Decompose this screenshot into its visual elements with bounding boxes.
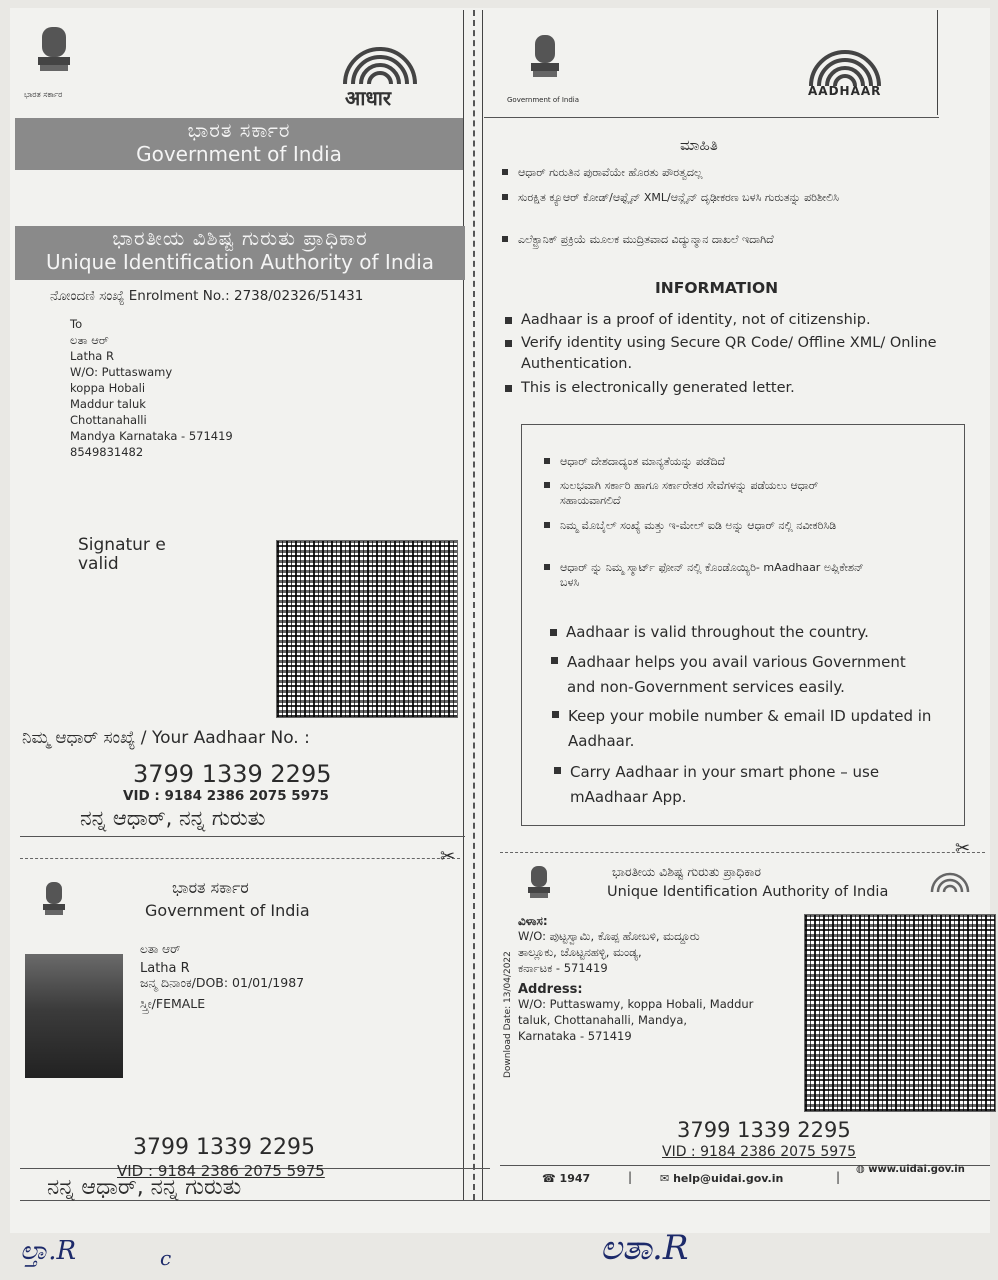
qr-code bbox=[276, 540, 458, 718]
box-kannada-item: ನಿಮ್ಮ ಮೊಬೈಲ್ ಸಂಖ್ಯೆ ಮತ್ತು ಇ-ಮೇಲ್ ಐಡಿ ಅನ್ನು ಆಧಾರ್ ನಲ್ಲಿ ನವೀಕರಿಸಿಡಿ bbox=[560, 518, 910, 533]
tagline: ನನ್ನ ಆಧಾರ್, ನನ್ನ ಗುರುತು bbox=[80, 806, 266, 830]
frame-line bbox=[20, 1200, 990, 1201]
website-text[interactable]: www.uidai.gov.in bbox=[868, 1164, 965, 1175]
info-english-item: This is electronically generated letter. bbox=[521, 378, 941, 399]
address-kannada-label: ವಿಳಾಸ: bbox=[518, 914, 548, 928]
holder-photo bbox=[25, 954, 123, 1078]
national-emblem-icon bbox=[30, 25, 78, 87]
scissors-icon: ✂ bbox=[440, 846, 456, 867]
holder-name: Latha R bbox=[140, 961, 190, 976]
box-english-item: Aadhaar is valid throughout the country. bbox=[566, 622, 946, 643]
fold-line bbox=[482, 10, 483, 1200]
govt-kannada: ಭಾರತ ಸರ್ಕಾರ bbox=[187, 118, 291, 142]
uidai-english: Unique Identification Authority of India bbox=[45, 250, 435, 274]
national-emblem-icon bbox=[38, 880, 70, 924]
address-line: Karnataka - 571419 bbox=[518, 1029, 632, 1043]
cut-line-horizontal bbox=[500, 852, 985, 853]
helpline-number: 1947 bbox=[559, 1172, 591, 1185]
card-vid-number: VID : 9184 2386 2075 5975 bbox=[117, 1162, 325, 1180]
address-line: Maddur taluk bbox=[70, 397, 146, 411]
phone-number: 8549831482 bbox=[70, 445, 144, 459]
box-kannada-item: ಸುಲಭವಾಗಿ ಸರ್ಕಾರಿ ಹಾಗೂ ಸರ್ಕಾರೇತರ ಸೇವೆಗಳನ್ನು ಪಡೆಯಲು ಆಧಾರ್ ಸಹಾಯವಾಗಲಿದೆ bbox=[560, 478, 860, 508]
card-uidai-english: Unique Identification Authority of India bbox=[607, 884, 889, 900]
address-line: koppa Hobali bbox=[70, 381, 146, 395]
aadhaar-logo-text: आधार bbox=[345, 86, 392, 110]
card-vid-number: VID : 9184 2386 2075 5975 bbox=[662, 1144, 856, 1160]
aadhaar-number-label: ನಿಮ್ಮ ಆಧಾರ್ ಸಂಖ್ಯೆ / Your Aadhaar No. : bbox=[22, 728, 310, 748]
fold-line bbox=[463, 10, 464, 1200]
box-kannada-item: ಆಧಾರ್ ನ್ನು ನಿಮ್ಮ ಸ್ಮಾರ್ಟ್ ಫೋನ್ ನಲ್ಲಿ ಕೊಂಡೊಯ್ಯಿರಿ- mAadhaar ಅಪ್ಲಿಕೇಶನ್ ಬಳಸಿ bbox=[560, 560, 880, 590]
card-tagline: ನನ್ನ ಆಧಾರ್, ನನ್ನ ಗುರುತು bbox=[47, 1175, 242, 1200]
aadhaar-logo-icon bbox=[335, 40, 425, 88]
aadhaar-logo-icon bbox=[928, 868, 972, 894]
emblem-caption: ಭಾರತ ಸರ್ಕಾರ bbox=[24, 90, 63, 99]
card-govt-english: Government of India bbox=[145, 901, 310, 920]
website bbox=[856, 1164, 965, 1175]
phone-icon: ☎ bbox=[542, 1172, 556, 1185]
aadhaar-number: 3799 1339 2295 bbox=[133, 760, 332, 788]
frame-line bbox=[20, 836, 465, 837]
card-aadhaar-number: 3799 1339 2295 bbox=[133, 1135, 315, 1160]
emblem-caption: Government of India bbox=[507, 96, 580, 104]
holder-name-kannada: ಲತಾ ಆರ್ bbox=[140, 942, 181, 956]
enrolment-number bbox=[50, 288, 363, 304]
separator: | bbox=[628, 1170, 633, 1184]
govt-banner bbox=[15, 118, 463, 170]
address-line: ಕರ್ನಾಟಕ - 571419 bbox=[518, 961, 608, 975]
card-govt-kannada: ಭಾರತ ಸರ್ಕಾರ bbox=[172, 878, 249, 897]
address-line: ತಾಲ್ಲೂಕು, ಚೊಟ್ಟನಹಳ್ಳಿ, ಮಂಡ್ಯ, bbox=[518, 945, 642, 959]
address-line: ಲತಾ ಆರ್ bbox=[70, 333, 109, 347]
handwritten-signature: ಲ್ತಾ.R bbox=[20, 1236, 77, 1266]
cut-line-vertical bbox=[473, 10, 475, 1200]
handwritten-mark: c bbox=[160, 1246, 172, 1270]
separator: | bbox=[836, 1170, 841, 1184]
recipient-address bbox=[70, 316, 233, 460]
card-aadhaar-number: 3799 1339 2295 bbox=[677, 1118, 851, 1142]
enrolment-label-kn: ನೋಂದಣಿ ಸಂಖ್ಯೆ bbox=[50, 288, 125, 304]
address-line: W/O: Puttaswamy, koppa Hobali, Maddur bbox=[518, 997, 754, 1011]
frame-line bbox=[937, 10, 938, 115]
card-uidai-kannada: ಭಾರತೀಯ ವಿಶಿಷ್ಟ ಗುರುತು ಪ್ರಾಧಿಕಾರ bbox=[612, 864, 762, 879]
address-line: W/O: Puttaswamy bbox=[70, 365, 173, 379]
holder-dob: ಜನ್ಮ ದಿನಾಂಕ/DOB: 01/01/1987 bbox=[140, 975, 305, 990]
address-kannada bbox=[518, 928, 700, 976]
address-english-label: Address: bbox=[518, 982, 583, 997]
info-kannada-title: ಮಾಹಿತಿ bbox=[680, 136, 718, 154]
download-date: Download Date: 13/04/2022 bbox=[503, 951, 513, 1078]
helpline bbox=[542, 1172, 590, 1185]
info-english-item: Aadhaar is a proof of identity, not of citizenship. bbox=[521, 310, 941, 331]
govt-english: Government of India bbox=[136, 142, 342, 166]
frame-line bbox=[484, 117, 939, 118]
info-kannada-item: ಸುರಕ್ಷಿತ ಕ್ಯೂಆರ್ ಕೋಡ್/ಆಫ್ಲೈನ್ XML/ಆನ್ಲೈನ್ ದೃಢೀಕರಣ ಬಳಸಿ ಗುರುತನ್ನು ಪರಿಶೀಲಿಸಿ bbox=[518, 190, 848, 205]
holder-gender: ಸ್ತ್ರೀ/FEMALE bbox=[140, 996, 206, 1011]
info-english-item: Verify identity using Secure QR Code/ Offline XML/ Online Authentication. bbox=[521, 333, 941, 375]
address-line: taluk, Chottanahalli, Mandya, bbox=[518, 1013, 688, 1027]
info-kannada-item: ಆಧಾರ್ ಗುರುತಿನ ಪುರಾವೆಯೇ ಹೊರತು ಪೌರತ್ವದಲ್ಲ bbox=[518, 165, 848, 180]
national-emblem-icon bbox=[524, 864, 554, 906]
national-emblem-icon bbox=[525, 33, 565, 89]
help-email-text[interactable]: help@uidai.gov.in bbox=[673, 1172, 784, 1185]
uidai-kannada: ಭಾರತೀಯ ವಿಶಿಷ್ಟ ಗುರುತು ಪ್ರಾಧಿಕಾರ bbox=[112, 226, 368, 250]
vid-number: VID : 9184 2386 2075 5975 bbox=[123, 788, 329, 804]
address-line: Chottanahalli bbox=[70, 413, 147, 427]
handwritten-signature: ಲತಾ.R bbox=[600, 1228, 689, 1268]
address-line: Latha R bbox=[70, 349, 114, 363]
address-line: W/O: ಪುಟ್ಟಸ್ವಾಮಿ, ಕೊಪ್ಪ ಹೋಬಳಿ, ಮದ್ದೂರು bbox=[518, 929, 700, 943]
help-email bbox=[660, 1172, 783, 1185]
box-english-item: Carry Aadhaar in your smart phone – use mAadhaar App. bbox=[570, 760, 930, 810]
info-kannada-item: ಎಲೆಕ್ಟ್ರಾನಿಕ್ ಪ್ರಕ್ರಿಯೆ ಮೂಲಕ ಮುದ್ರಿತವಾದ ವಿದ್ಯುನ್ಮಾನ ದಾಖಲೆ ಇದಾಗಿದೆ bbox=[518, 232, 858, 247]
box-english-item: Keep your mobile number & email ID updated in Aadhaar. bbox=[568, 704, 938, 754]
address-english bbox=[518, 996, 753, 1044]
aadhaar-logo-icon bbox=[803, 44, 887, 88]
aadhaar-logo-text: AADHAAR bbox=[808, 84, 882, 98]
globe-icon: ◍ bbox=[856, 1164, 865, 1175]
signature-valid: Signatur e valid bbox=[78, 535, 166, 574]
address-line: Mandya Karnataka - 571419 bbox=[70, 429, 233, 443]
scissors-icon: ✂ bbox=[955, 838, 971, 859]
cut-line-horizontal bbox=[20, 858, 460, 859]
address-line: To bbox=[70, 317, 83, 331]
box-english-item: Aadhaar helps you avail various Government and non-Government services easily. bbox=[567, 650, 937, 700]
mail-icon: ✉ bbox=[660, 1172, 670, 1185]
enrolment-value: 2738/02326/51431 bbox=[234, 288, 364, 304]
info-english-title: INFORMATION bbox=[655, 279, 779, 297]
enrolment-label-en: Enrolment No.: bbox=[128, 288, 230, 304]
box-kannada-item: ಆಧಾರ್ ದೇಶದಾದ್ಯಂತ ಮಾನ್ಯತೆಯನ್ನು ಪಡೆದಿದೆ bbox=[560, 454, 920, 469]
uidai-banner bbox=[15, 226, 465, 280]
card-qr-code bbox=[804, 914, 996, 1112]
